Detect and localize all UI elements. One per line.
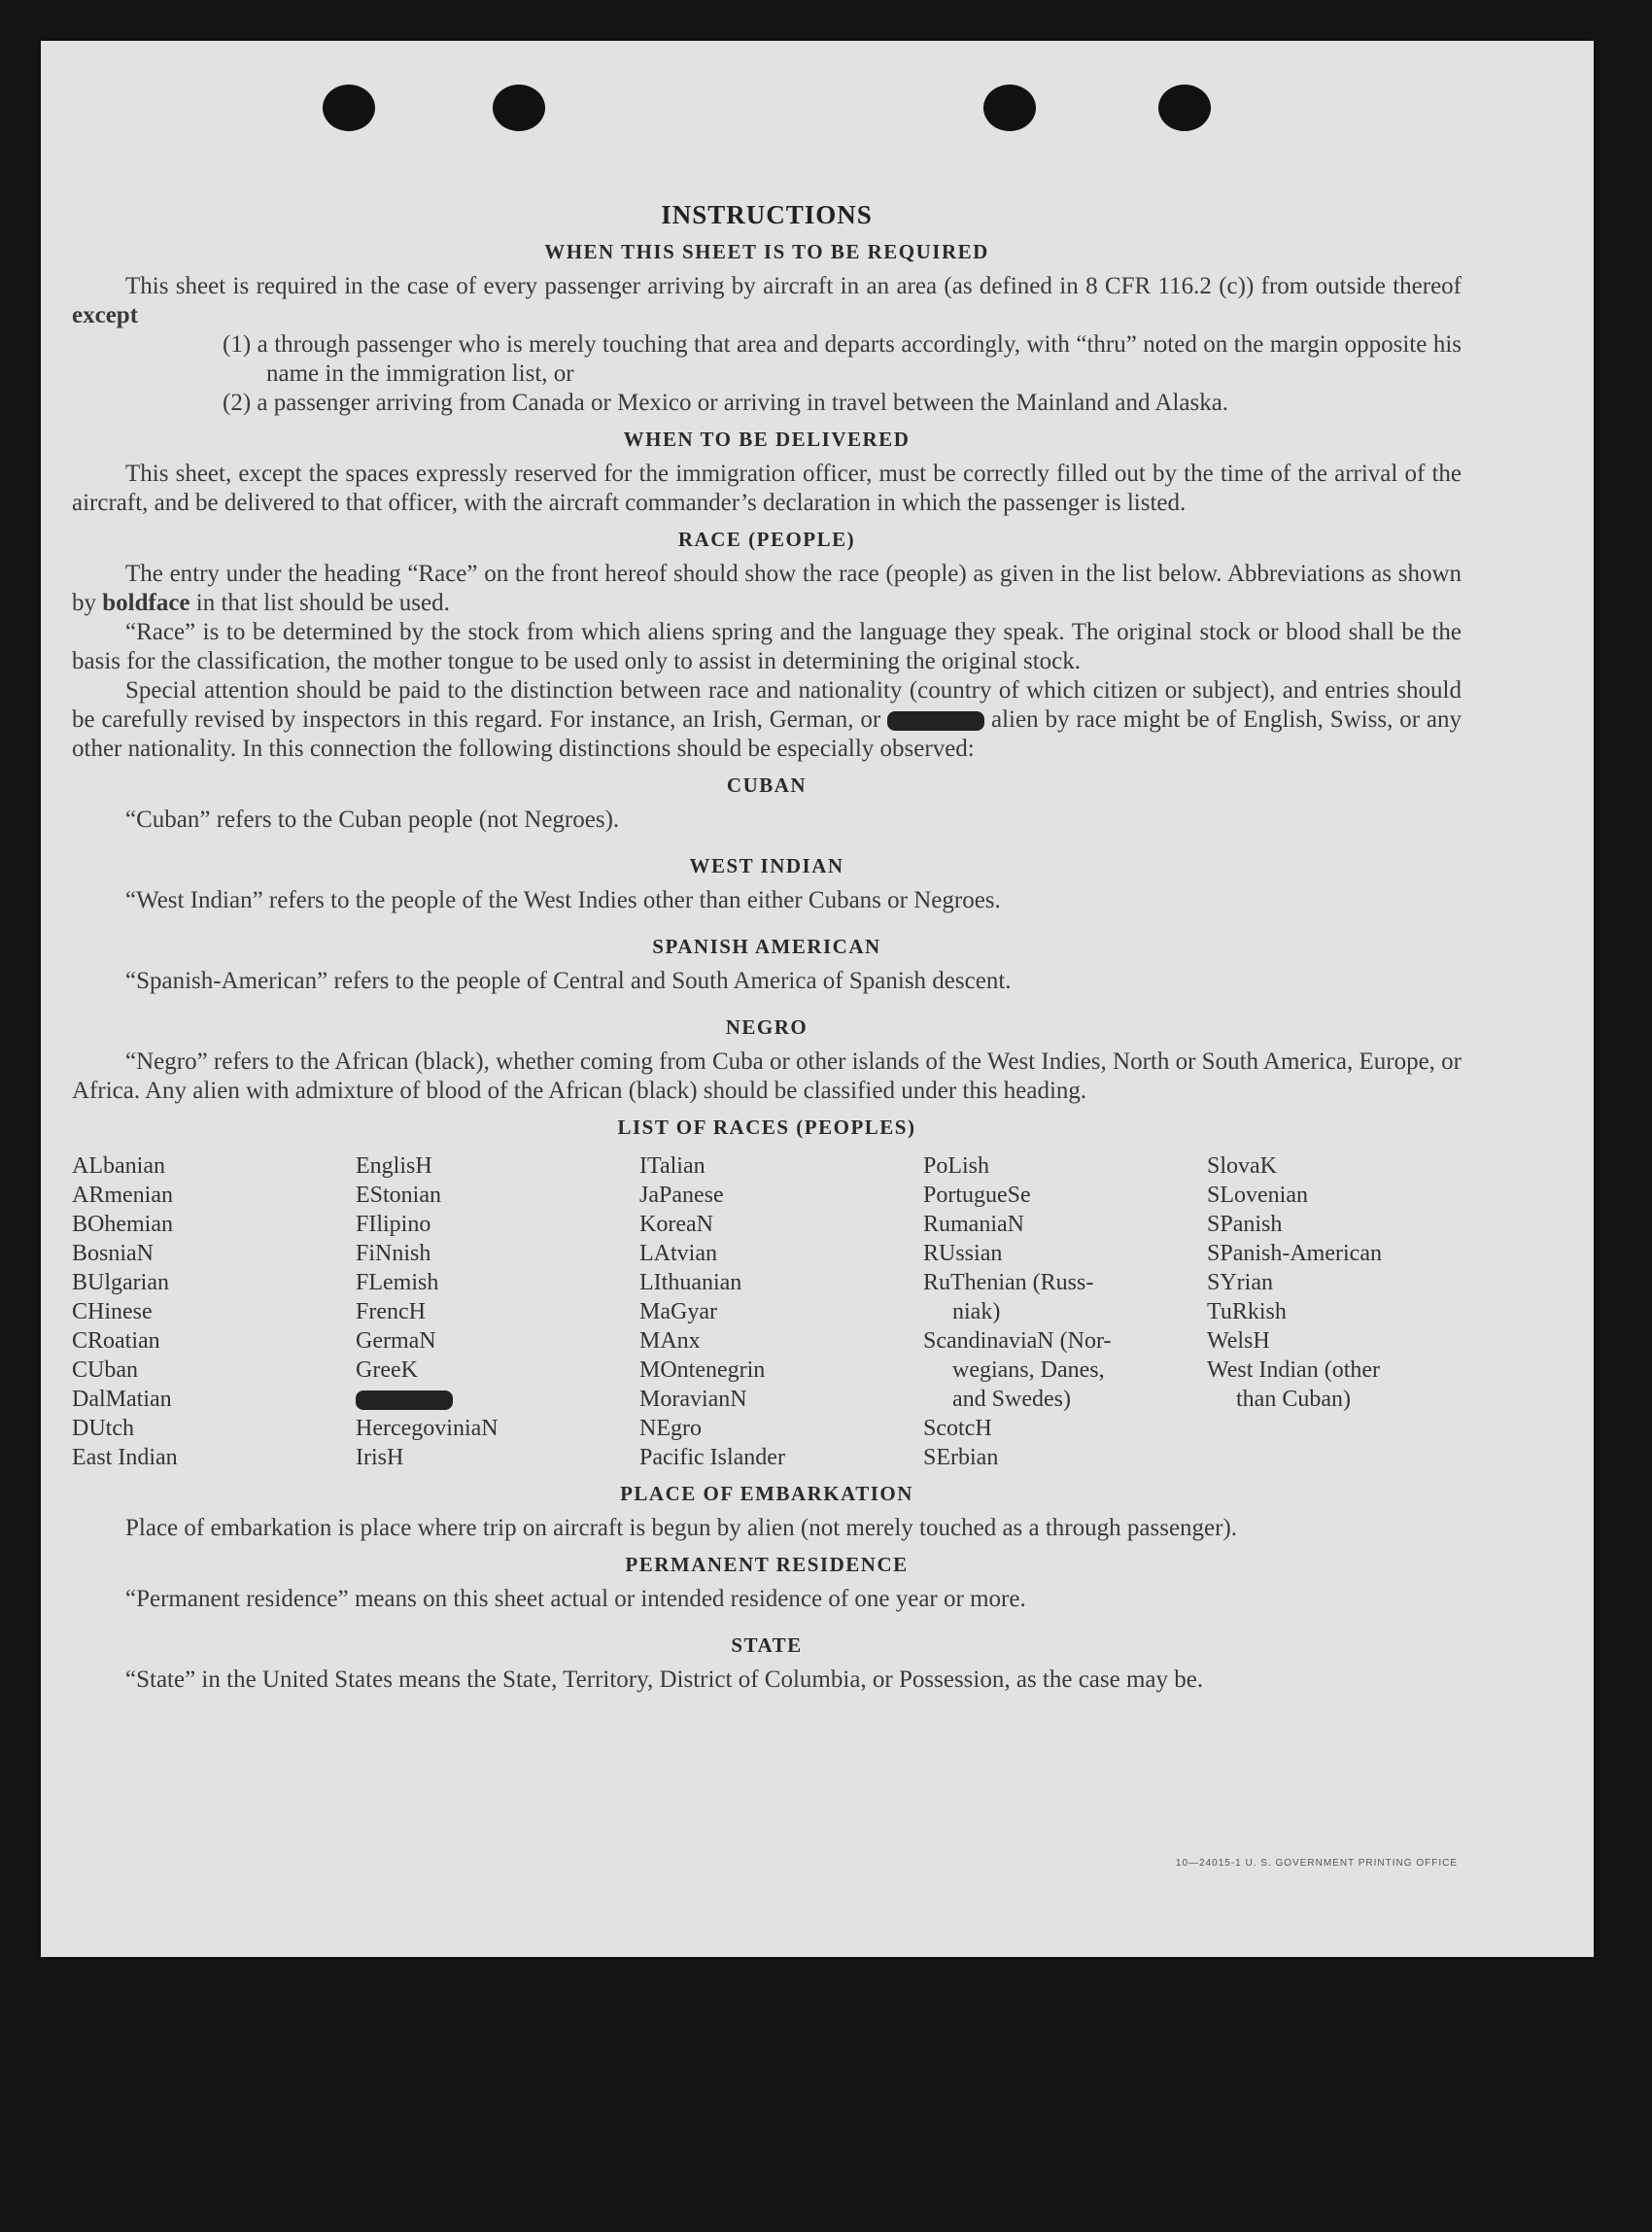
race-item: NEgro: [639, 1416, 702, 1441]
section-heading-list-of-races: LIST OF RACES (PEOPLES): [617, 1116, 916, 1139]
punch-hole: [983, 85, 1036, 131]
punch-hole: [323, 85, 375, 131]
race-item: SPanish: [1207, 1212, 1283, 1237]
race-item: EnglisH: [356, 1153, 432, 1179]
race-item: SErbian: [923, 1445, 999, 1470]
race-item: RuThenian (Russ-: [923, 1270, 1094, 1295]
race-item: ITalian: [639, 1153, 706, 1179]
redaction-mark: [887, 711, 984, 731]
section-heading-state: STATE: [731, 1633, 803, 1657]
race-item: PoLish: [923, 1153, 990, 1179]
race-item: MOntenegrin: [639, 1357, 766, 1383]
race-item: IrisH: [356, 1445, 404, 1470]
section-heading-embarkation: PLACE OF EMBARKATION: [620, 1482, 913, 1505]
section-heading-spanish-american: SPANISH AMERICAN: [652, 935, 881, 958]
race-paragraph-2: “Race” is to be determined by the stock from which aliens spring and the language they speak. The original stock or blood shall be the basis for the classification, the mother tongue to be used only to assist in determining the original stock.: [72, 619, 1462, 674]
races-column-2: [356, 1151, 639, 1472]
section-heading-delivered: WHEN TO BE DELIVERED: [623, 428, 911, 451]
required-intro-text: This sheet is required in the case of every passenger arriving by aircraft in an area (as defined in 8 CFR 116.2 (c)) from outside thereof: [125, 273, 1462, 299]
race-item: LAtvian: [639, 1241, 717, 1266]
punch-hole: [1158, 85, 1211, 131]
race-paragraph-3: [72, 676, 1462, 764]
required-exception-1: (1) a through passenger who is merely touching that area and departs accordingly, with “thru” noted on the margin opposite his name in the immigration list, or: [223, 331, 1462, 387]
instructions-content: [72, 161, 1462, 1695]
page-title: INSTRUCTIONS: [661, 200, 873, 229]
race-p3-a: Special attention should be paid to the distinction between race and nationality (country of which citizen or subject), and entries should be carefully revised by inspectors in this regard. For instance, an Irish, German, or: [72, 677, 1462, 733]
race-item: HercegoviniaN: [356, 1416, 499, 1441]
race-item: DalMatian: [72, 1387, 172, 1412]
race-item: PortugueSe: [923, 1183, 1031, 1208]
race-item-continued: and Swedes): [952, 1387, 1071, 1412]
cuban-text: “Cuban” refers to the Cuban people (not Negroes).: [125, 807, 620, 833]
required-exception-2: (2) a passenger arriving from Canada or Mexico or arriving in travel between the Mainland and Alaska.: [223, 390, 1229, 416]
race-item: TuRkish: [1207, 1299, 1287, 1324]
race-item-continued: than Cuban): [1236, 1387, 1351, 1412]
race-item: KoreaN: [639, 1212, 713, 1237]
race-item: ScandinaviaN (Nor-: [923, 1328, 1112, 1354]
except-word: except: [72, 302, 139, 328]
delivered-text: This sheet, except the spaces expressly reserved for the immigration officer, must be correctly filled out by the time of the arrival of the aircraft, and be delivered to that officer, with the aircraft commander’s declaration in which the passenger is listed.: [72, 461, 1462, 516]
race-item: FLemish: [356, 1270, 439, 1295]
race-p1-c: in that list should be used.: [195, 590, 450, 616]
race-item: WelsH: [1207, 1328, 1270, 1354]
race-item-redacted: [356, 1385, 639, 1414]
races-column-3: [639, 1151, 923, 1472]
race-p1-boldface: boldface: [102, 590, 190, 616]
race-item: FrencH: [356, 1299, 426, 1324]
races-column-5: [1207, 1151, 1462, 1472]
section-heading-cuban: CUBAN: [726, 773, 808, 797]
section-heading-required: WHEN THIS SHEET IS TO BE REQUIRED: [544, 240, 989, 263]
section-heading-race: RACE (PEOPLE): [677, 528, 856, 551]
permanent-residence-text: “Permanent residence” means on this sheet actual or intended residence of one year or more.: [125, 1586, 1026, 1612]
races-column-1: [72, 1151, 356, 1472]
race-item-continued: wegians, Danes,: [952, 1357, 1105, 1383]
race-paragraph-1: [72, 560, 1462, 618]
races-list: [72, 1151, 1462, 1472]
race-item: BosniaN: [72, 1241, 154, 1266]
state-text: “State” in the United States means the State, Territory, District of Columbia, or Possession, as the case may be.: [125, 1666, 1204, 1693]
race-item: GermaN: [356, 1328, 436, 1354]
race-item: GreeK: [356, 1357, 418, 1383]
race-item: SYrian: [1207, 1270, 1273, 1295]
race-item: BOhemian: [72, 1212, 173, 1237]
race-item: RUssian: [923, 1241, 1003, 1266]
negro-text: “Negro” refers to the African (black), whether coming from Cuba or other islands of the West Indies, North or South America, Europe, or Africa. Any alien with admixture of blood of the African (black) should be classified under this heading.: [72, 1048, 1462, 1104]
race-item: ALbanian: [72, 1153, 165, 1179]
race-item: West Indian (other: [1207, 1357, 1381, 1383]
race-item-continued: niak): [952, 1299, 1001, 1324]
race-item: FIlipino: [356, 1212, 431, 1237]
race-item: RumaniaN: [923, 1212, 1024, 1237]
race-item: SPanish-American: [1207, 1241, 1382, 1266]
races-column-4: [923, 1151, 1207, 1472]
race-item: CHinese: [72, 1299, 153, 1324]
punch-hole: [493, 85, 545, 131]
race-item: Pacific Islander: [639, 1445, 785, 1470]
race-item: SLovenian: [1207, 1183, 1308, 1208]
section-heading-permanent-residence: PERMANENT RESIDENCE: [625, 1553, 909, 1576]
race-item: ARmenian: [72, 1183, 173, 1208]
race-p3-b: alien by race might be of English, Swiss, or any other nationality. In this connection the following distinctions should be especially observed:: [72, 706, 1463, 762]
race-p1-a: The entry under the heading “Race” on the front hereof should show the race (people) as given in the list below. Abbreviations as shown by: [72, 561, 1462, 616]
printing-office-code: 10—24015-1 U. S. GOVERNMENT PRINTING OFFICE: [1175, 1858, 1458, 1869]
race-item: EStonian: [356, 1183, 441, 1208]
redaction-mark: [356, 1391, 453, 1410]
race-item: FiNnish: [356, 1241, 431, 1266]
race-item: East Indian: [72, 1445, 178, 1470]
west-indian-text: “West Indian” refers to the people of the West Indies other than either Cubans or Negroes.: [125, 887, 1001, 913]
section-heading-negro: NEGRO: [725, 1015, 809, 1039]
embarkation-text: Place of embarkation is place where trip on aircraft is begun by alien (not merely touched as a through passenger).: [125, 1515, 1238, 1541]
race-item: CUban: [72, 1357, 138, 1383]
race-item: DUtch: [72, 1416, 134, 1441]
race-item: LIthuanian: [639, 1270, 742, 1295]
race-item: SlovaK: [1207, 1153, 1277, 1179]
spanish-american-text: “Spanish-American” refers to the people of Central and South America of Spanish descent.: [125, 968, 1012, 994]
section-heading-west-indian: WEST INDIAN: [689, 854, 844, 877]
race-item: CRoatian: [72, 1328, 160, 1354]
race-item: MoravianN: [639, 1387, 747, 1412]
required-intro: [72, 272, 1462, 330]
race-item: MaGyar: [639, 1299, 717, 1324]
race-item: JaPanese: [639, 1183, 724, 1208]
race-item: ScotcH: [923, 1416, 992, 1441]
race-item: MAnx: [639, 1328, 701, 1354]
document-sheet: [41, 41, 1594, 1957]
race-item: BUlgarian: [72, 1270, 169, 1295]
